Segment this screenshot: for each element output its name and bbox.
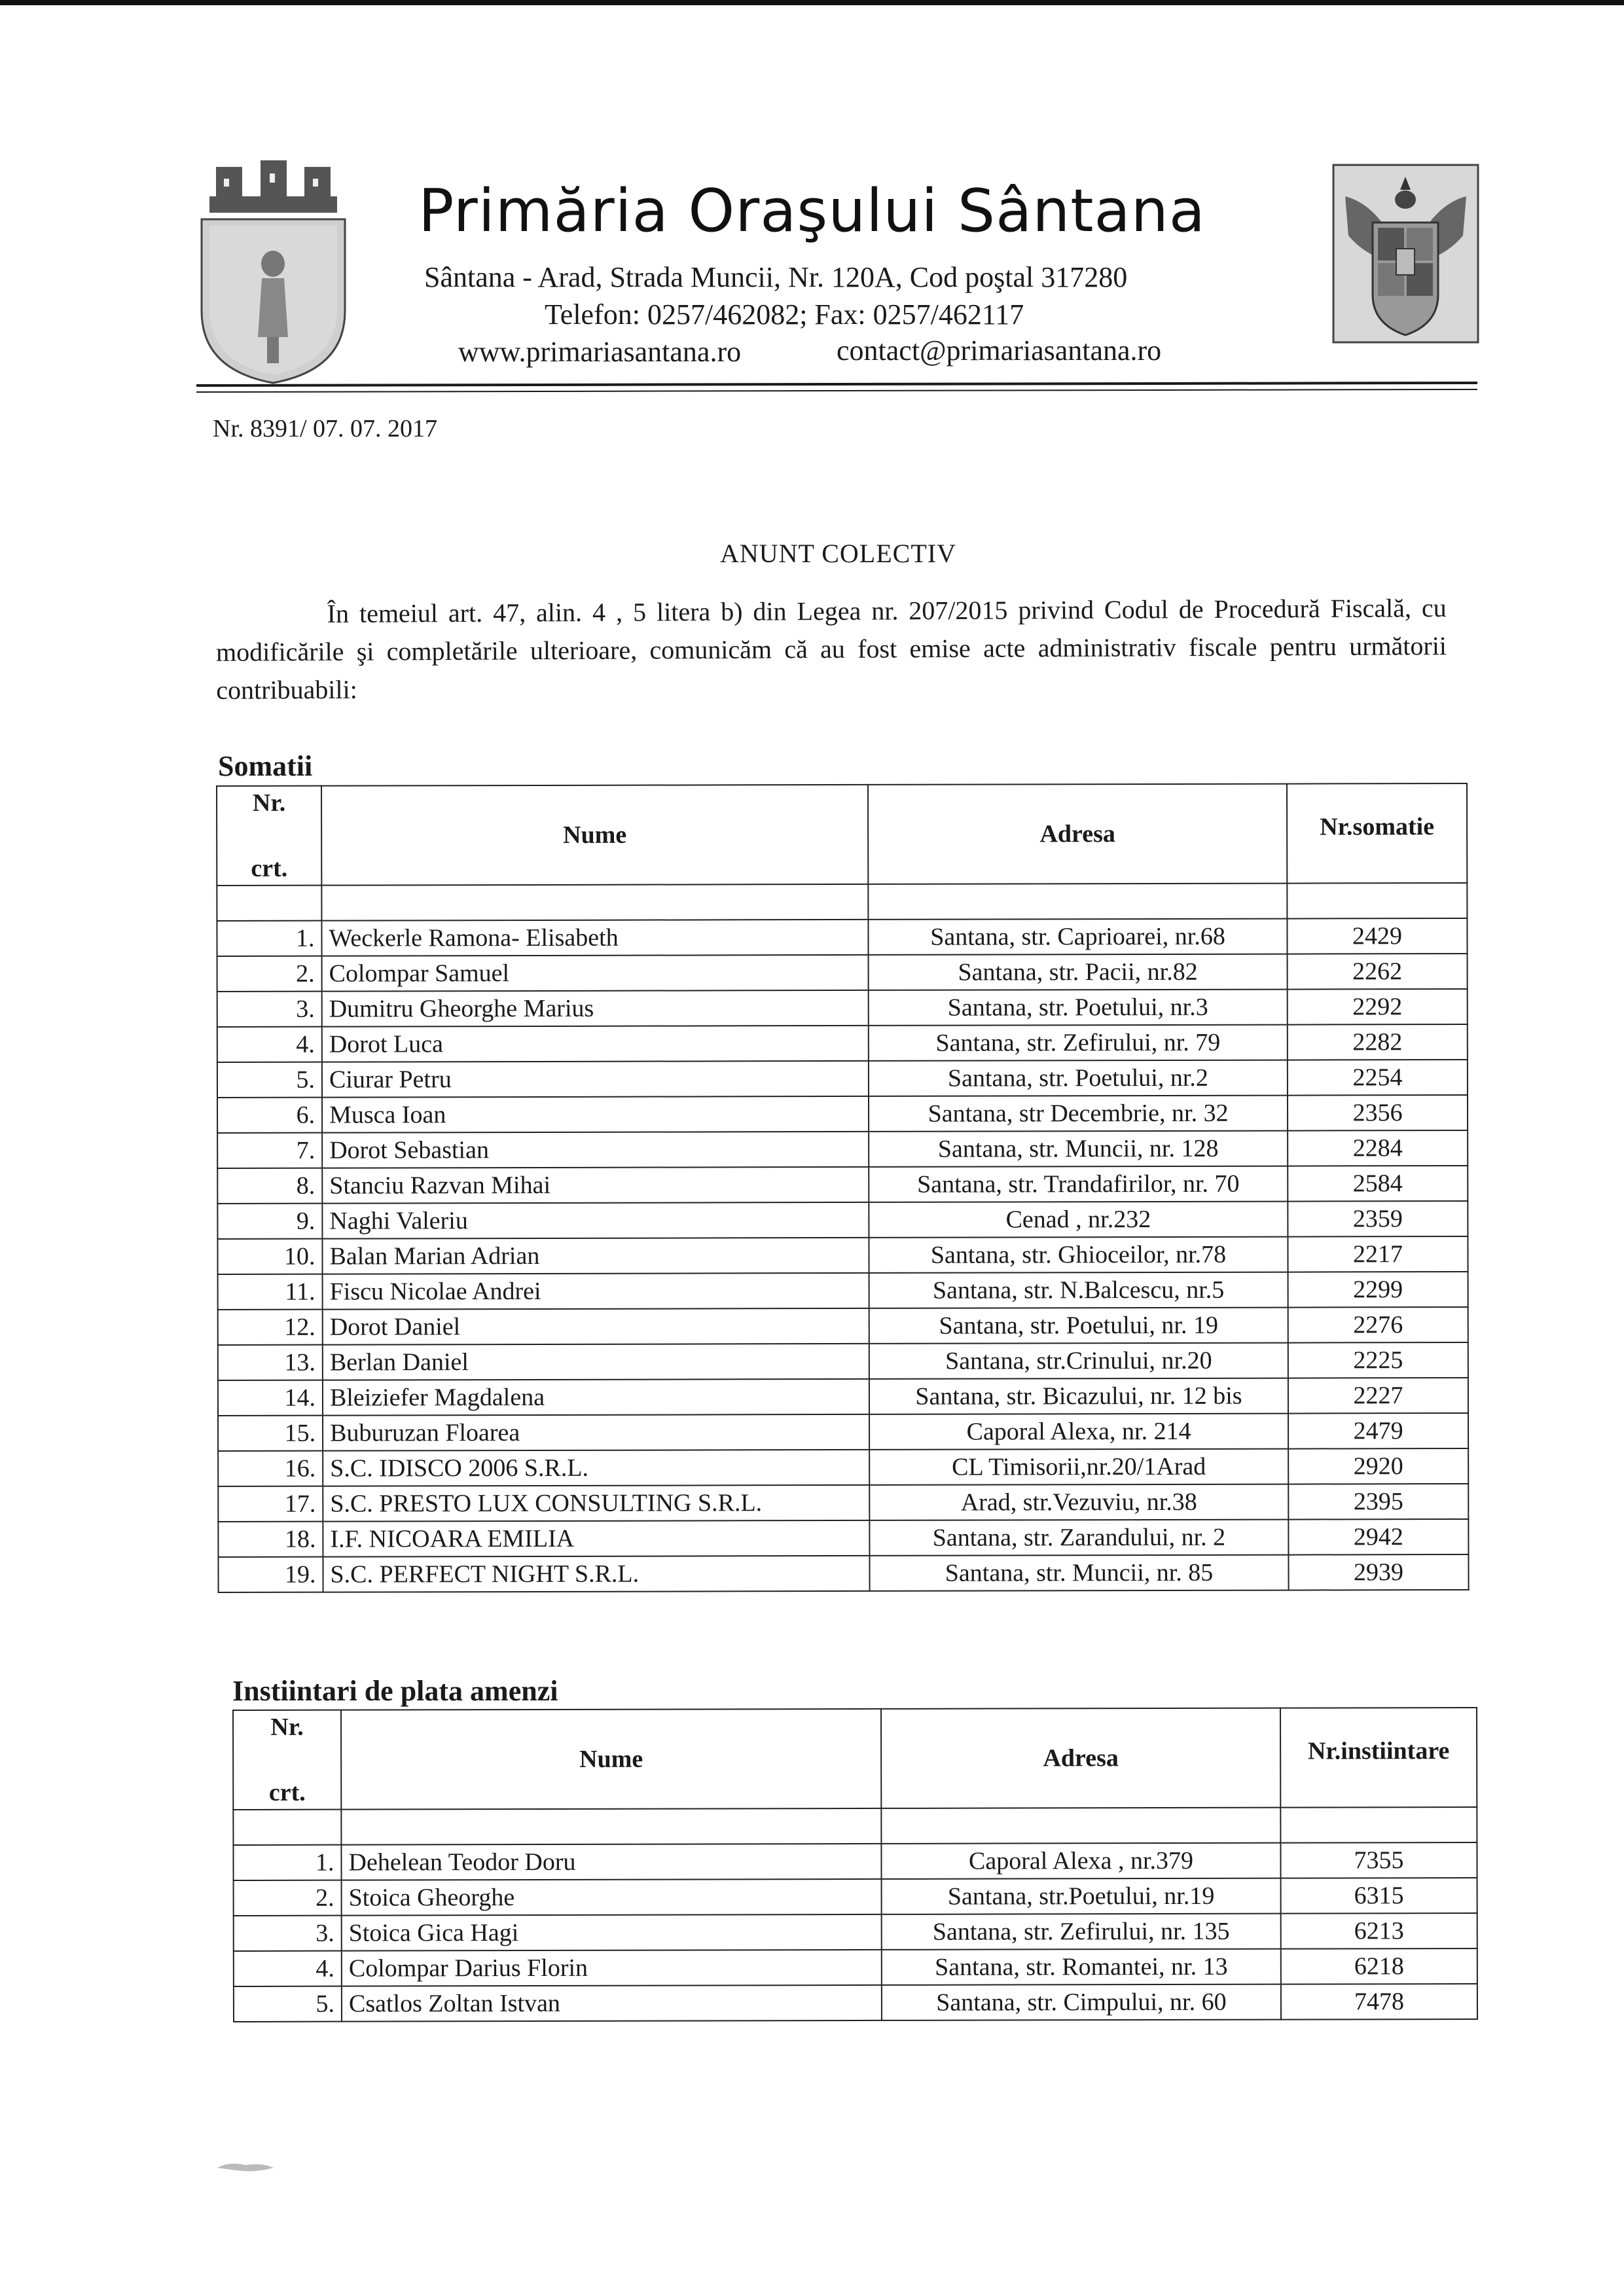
table-row xyxy=(218,1448,1468,1486)
row-name: Weckerle Ramona- Elisabeth xyxy=(321,920,868,956)
header-nume: Nume xyxy=(321,785,868,886)
table-row xyxy=(233,1842,1477,1880)
row-name: Musca Ioan xyxy=(322,1096,869,1133)
spacer-cell xyxy=(233,1810,341,1845)
header-nr-somatie: Nr.somatie xyxy=(1287,783,1467,884)
table-row xyxy=(217,1060,1468,1098)
table-row xyxy=(234,1878,1477,1916)
somatii-rows xyxy=(217,918,1468,1592)
row-name: I.F. NICOARA EMILIA xyxy=(323,1520,869,1557)
header-nr: Nr. xyxy=(270,1713,304,1741)
spacer-cell xyxy=(1280,1807,1477,1843)
row-document-number: 2284 xyxy=(1288,1130,1468,1166)
row-address: Santana, str. N.Balcescu, nr.5 xyxy=(869,1272,1288,1308)
header-nr: Nr. xyxy=(252,789,286,817)
row-address: Santana, str. Zefirului, nr. 79 xyxy=(869,1025,1288,1061)
table-row xyxy=(218,1378,1468,1416)
spacer-cell xyxy=(868,884,1287,920)
row-name: Dumitru Gheorghe Marius xyxy=(322,990,869,1027)
row-address: Santana, str. Poetului, nr.3 xyxy=(869,990,1288,1026)
website-link[interactable]: www.primariasantana.ro xyxy=(458,336,742,368)
table-row xyxy=(218,1413,1468,1451)
row-document-number: 2584 xyxy=(1288,1166,1468,1202)
table-row xyxy=(218,1554,1468,1592)
registration-number: Nr. 8391/ 07. 07. 2017 xyxy=(213,415,438,442)
institution-title: Primăria Oraşului Sântana xyxy=(418,177,1206,245)
row-number: 10. xyxy=(217,1239,322,1274)
intro-paragraph: În temeiul art. 47, alin. 4 , 5 litera b) din Legea nr. 207/2015 privind Codul de Procedură Fiscală, cu modificările şi completările ulterioare, comunicăm că au fost emise acte administrativ fiscale pentru următorii contribuabili: xyxy=(215,593,1447,705)
row-document-number: 2292 xyxy=(1288,989,1468,1025)
row-document-number: 2299 xyxy=(1288,1272,1468,1308)
row-document-number: 2395 xyxy=(1288,1484,1468,1520)
row-document-number: 7355 xyxy=(1280,1842,1477,1878)
table-row xyxy=(234,1913,1477,1951)
row-address: CL Timisorii,nr.20/1Arad xyxy=(869,1449,1288,1485)
row-document-number: 2429 xyxy=(1287,918,1467,954)
row-number: 2. xyxy=(217,956,322,992)
postal-address: Sântana - Arad, Strada Muncii, Nr. 120A, Cod poştal 317280 xyxy=(424,261,1128,293)
header-crt: crt. xyxy=(251,854,288,882)
row-name: Dorot Sebastian xyxy=(322,1132,869,1168)
row-document-number: 6218 xyxy=(1281,1948,1477,1984)
row-address: Santana, str. Poetului, nr. 19 xyxy=(869,1308,1288,1344)
row-name: Fiscu Nicolae Andrei xyxy=(323,1273,869,1310)
row-name: S.C. PERFECT NIGHT S.R.L. xyxy=(323,1556,869,1592)
row-number: 18. xyxy=(218,1522,323,1557)
row-document-number: 2942 xyxy=(1288,1519,1468,1555)
row-number: 15. xyxy=(218,1416,323,1451)
row-name: Dorot Daniel xyxy=(323,1308,869,1345)
row-name: Colompar Darius Florin xyxy=(342,1950,882,1986)
row-name: Colompar Samuel xyxy=(322,955,869,992)
row-number: 6. xyxy=(217,1098,322,1133)
row-number: 11. xyxy=(218,1274,323,1310)
row-address: Santana, str. Bicazului, nr. 12 bis xyxy=(869,1378,1288,1414)
table-row xyxy=(217,1236,1468,1274)
table-row xyxy=(218,1519,1468,1557)
row-document-number: 2254 xyxy=(1288,1060,1468,1096)
row-address: Santana, str.Poetului, nr.19 xyxy=(882,1878,1281,1914)
row-address: Santana, str. Ghioceilor, nr.78 xyxy=(869,1237,1288,1273)
row-address: Cenad , nr.232 xyxy=(869,1202,1288,1238)
row-address: Santana, str.Crinului, nr.20 xyxy=(869,1343,1288,1379)
row-document-number: 2359 xyxy=(1288,1201,1468,1237)
row-number: 17. xyxy=(218,1486,323,1522)
spacer-cell xyxy=(217,886,321,921)
instiintari-section-title: Instiintari de plata amenzi xyxy=(232,1675,558,1707)
row-number: 3. xyxy=(217,992,322,1027)
row-number: 12. xyxy=(218,1310,323,1345)
row-number: 4. xyxy=(217,1027,322,1062)
row-document-number: 2939 xyxy=(1288,1554,1468,1590)
row-number: 1. xyxy=(233,1845,341,1880)
document-title: ANUNT COLECTIV xyxy=(719,539,956,568)
header-nr-instiintare: Nr.instiintare xyxy=(1280,1708,1477,1808)
row-number: 1. xyxy=(217,921,321,956)
spacer-cell xyxy=(1287,883,1467,919)
row-number: 16. xyxy=(218,1451,323,1486)
row-document-number: 7478 xyxy=(1281,1984,1477,2020)
row-document-number: 2227 xyxy=(1288,1378,1468,1414)
row-name: Naghi Valeriu xyxy=(322,1202,869,1239)
header-nume: Nume xyxy=(341,1709,881,1810)
email-link[interactable]: contact@primariasantana.ro xyxy=(837,334,1162,367)
row-number: 13. xyxy=(218,1345,323,1380)
table-row xyxy=(217,918,1467,956)
header-divider-thin xyxy=(196,389,1477,393)
row-number: 19. xyxy=(218,1557,323,1592)
row-address: Santana, str. Romantei, nr. 13 xyxy=(882,1949,1281,1985)
row-name: Berlan Daniel xyxy=(323,1344,869,1380)
row-name: Stoica Gheorghe xyxy=(342,1879,882,1916)
header-nr-crt xyxy=(217,786,321,886)
row-name: Stoica Gica Hagi xyxy=(342,1914,882,1951)
row-number: 9. xyxy=(217,1204,322,1239)
header-nr-crt xyxy=(233,1710,341,1810)
row-address: Santana, str. Muncii, nr. 85 xyxy=(869,1555,1288,1591)
row-name: Ciurar Petru xyxy=(322,1061,869,1098)
row-number: 3. xyxy=(234,1916,342,1951)
row-name: Buburuzan Floarea xyxy=(323,1414,869,1451)
header-adresa: Adresa xyxy=(881,1708,1280,1808)
scan-edge xyxy=(0,0,1624,5)
row-number: 7. xyxy=(217,1133,322,1168)
row-address: Santana, str Decembrie, nr. 32 xyxy=(869,1096,1288,1132)
row-name: Dorot Luca xyxy=(322,1026,869,1062)
instiintari-table xyxy=(232,1707,1478,2022)
header-adresa: Adresa xyxy=(868,784,1287,884)
row-name: Dehelean Teodor Doru xyxy=(341,1844,881,1880)
row-document-number: 2920 xyxy=(1288,1448,1468,1484)
row-number: 4. xyxy=(234,1951,342,1986)
row-number: 5. xyxy=(217,1062,322,1098)
row-document-number: 6315 xyxy=(1281,1878,1477,1914)
row-address: Santana, str. Poetului, nr.2 xyxy=(869,1060,1288,1096)
row-document-number: 2262 xyxy=(1288,954,1468,990)
spacer-cell xyxy=(341,1808,881,1845)
table-row xyxy=(217,1095,1468,1133)
row-number: 2. xyxy=(234,1880,342,1916)
row-address: Santana, str. Trandafirilor, nr. 70 xyxy=(869,1166,1288,1202)
row-number: 14. xyxy=(218,1380,323,1416)
instiintari-rows xyxy=(233,1842,1477,2022)
table-row xyxy=(218,1342,1468,1380)
row-address: Santana, str. Pacii, nr.82 xyxy=(869,954,1288,990)
row-name: S.C. PRESTO LUX CONSULTING S.R.L. xyxy=(323,1485,869,1522)
table-row xyxy=(217,1201,1468,1239)
table-row xyxy=(217,1166,1468,1204)
row-name: Stanciu Razvan Mihai xyxy=(322,1167,869,1204)
row-document-number: 2479 xyxy=(1288,1413,1468,1449)
table-row xyxy=(218,1307,1468,1345)
header-crt: crt. xyxy=(268,1778,306,1806)
row-address: Santana, str. Cimpului, nr. 60 xyxy=(882,1984,1281,2020)
row-name: Balan Marian Adrian xyxy=(322,1238,869,1274)
row-name: Csatlos Zoltan Istvan xyxy=(342,1985,882,2022)
row-name: S.C. IDISCO 2006 S.R.L. xyxy=(323,1450,869,1486)
table-row xyxy=(218,1484,1468,1522)
table-row xyxy=(217,989,1468,1027)
row-address: Santana, str. Zefirului, nr. 135 xyxy=(882,1914,1281,1950)
header-divider xyxy=(196,382,1477,387)
spacer-cell xyxy=(881,1808,1280,1844)
table-row xyxy=(217,1130,1468,1168)
row-document-number: 6213 xyxy=(1281,1913,1477,1949)
row-address: Santana, str. Muncii, nr. 128 xyxy=(869,1131,1288,1167)
table-row xyxy=(217,954,1468,992)
phone-fax: Telefon: 0257/462082; Fax: 0257/462117 xyxy=(545,298,1024,331)
row-address: Santana, str. Caprioarei, nr.68 xyxy=(868,919,1287,955)
row-name: Bleiziefer Magdalena xyxy=(323,1379,869,1416)
table-row xyxy=(217,1024,1468,1062)
row-document-number: 2276 xyxy=(1288,1307,1468,1343)
row-number: 5. xyxy=(234,1986,342,2022)
row-address: Arad, str.Vezuviu, nr.38 xyxy=(869,1484,1288,1520)
row-document-number: 2356 xyxy=(1288,1095,1468,1131)
somatii-section-title: Somatii xyxy=(218,750,313,782)
row-address: Caporal Alexa, nr. 214 xyxy=(869,1414,1288,1450)
row-number: 8. xyxy=(217,1168,322,1204)
row-address: Santana, str. Zarandului, nr. 2 xyxy=(869,1520,1288,1556)
row-document-number: 2217 xyxy=(1288,1236,1468,1272)
row-document-number: 2225 xyxy=(1288,1342,1468,1378)
ink-smudge xyxy=(216,2160,275,2174)
table-row xyxy=(234,1984,1477,2022)
somatii-table xyxy=(216,783,1470,1593)
row-document-number: 2282 xyxy=(1288,1024,1468,1060)
spacer-cell xyxy=(321,884,868,921)
row-address: Caporal Alexa , nr.379 xyxy=(881,1843,1280,1879)
table-row xyxy=(234,1948,1477,1986)
table-row xyxy=(218,1272,1468,1310)
